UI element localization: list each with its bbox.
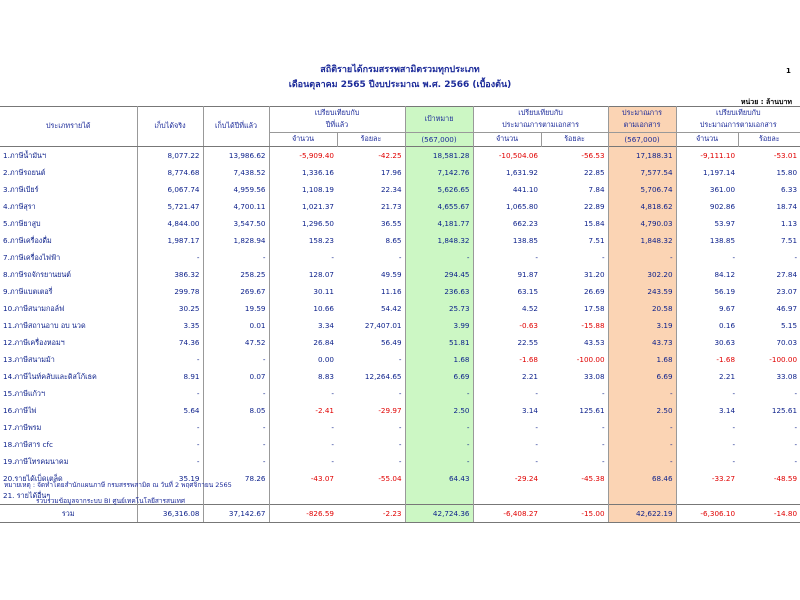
col-last-year: เก็บได้ปีที่แล้ว xyxy=(203,107,269,147)
cell-value xyxy=(269,487,337,505)
cell-value: 0.01 xyxy=(203,317,269,334)
cell-value: 17.58 xyxy=(541,300,608,317)
row-label: 14.ภาษีไนท์คลับและดิสโก้เธค xyxy=(0,368,137,385)
cell-value: - xyxy=(405,385,473,402)
cell-value: - xyxy=(541,249,608,266)
cell-value: -56.53 xyxy=(541,147,608,165)
cell-value: 22.34 xyxy=(337,181,405,198)
cell-value: 299.78 xyxy=(137,283,203,300)
cell-value: 30.63 xyxy=(714,338,736,347)
cell-value: - xyxy=(331,440,334,449)
row-label: 20.รายได้เบ็ดเตล็ด xyxy=(0,470,137,487)
cell-value: - xyxy=(337,249,405,266)
cell-value: 3.14 xyxy=(522,406,539,415)
cell-value: - xyxy=(405,453,473,470)
cell-value: - xyxy=(137,436,203,453)
cell-value: 10.66 xyxy=(313,304,334,313)
cell-value: 12,264.65 xyxy=(337,368,405,385)
table-row xyxy=(0,181,800,198)
cell-value: 18.74 xyxy=(776,202,798,211)
table-row xyxy=(0,436,800,453)
cell-value: 1,848.32 xyxy=(405,232,473,249)
table-row xyxy=(0,453,800,470)
cell-value: 4,790.03 xyxy=(608,215,676,232)
cell-value: 386.32 xyxy=(137,266,203,283)
cell-value: -45.38 xyxy=(541,470,608,487)
cell-value: - xyxy=(337,351,405,368)
cell-value: 33.08 xyxy=(776,372,798,381)
cell-value: 26.84 xyxy=(313,338,334,347)
table-row xyxy=(0,164,800,181)
col-estimate: ประมาณการ xyxy=(608,107,676,120)
cell-value: 20.58 xyxy=(608,300,676,317)
cell-value: 7.51 xyxy=(541,232,608,249)
cell-value: 3.14 xyxy=(719,406,736,415)
cell-value: -48.59 xyxy=(773,474,798,483)
cell-value xyxy=(473,487,541,505)
cell-value: 5,626.65 xyxy=(405,181,473,198)
cell-value: 5,721.47 xyxy=(137,198,203,215)
cell-value: - xyxy=(541,436,608,453)
cell-value: 6.69 xyxy=(405,368,473,385)
cell-value: - xyxy=(535,389,539,398)
cell-value: 302.20 xyxy=(608,266,676,283)
cell-value: 46.97 xyxy=(776,304,798,313)
cell-value: -55.04 xyxy=(337,470,405,487)
cell-value: 6,067.74 xyxy=(137,181,203,198)
cell-value: - xyxy=(608,419,676,436)
cell-value: - xyxy=(608,249,676,266)
cell-value: 4,818.62 xyxy=(608,198,676,215)
col-cmp-estimate-sub: ประมาณการตามเอกสาร xyxy=(473,120,608,133)
cell-value: -2.41 xyxy=(315,406,334,415)
report-subtitle: เดือนตุลาคม 2565 ปีงบประมาณ พ.ศ. 2566 (เบื้องต้น) xyxy=(288,80,512,90)
row-label: 18.ภาษีสาร cfc xyxy=(0,436,137,453)
cell-value: - xyxy=(732,457,736,466)
cell-value: 21.73 xyxy=(337,198,405,215)
table-row xyxy=(0,317,800,334)
cell-value: 3.99 xyxy=(405,317,473,334)
cell-value: 68.46 xyxy=(608,470,676,487)
col-cmp-estimate2: เปรียบเทียบกับ xyxy=(676,107,800,120)
table-row xyxy=(0,215,800,232)
cell-value: 4,655.67 xyxy=(405,198,473,215)
row-label: 5.ภาษียาสูบ xyxy=(0,215,137,232)
table-row xyxy=(0,402,800,419)
cell-value: - xyxy=(541,453,608,470)
cell-value: 138.85 xyxy=(512,236,539,245)
cell-value: 8.83 xyxy=(317,372,334,381)
cell-value xyxy=(541,487,608,505)
cell-value: 4,959.56 xyxy=(203,181,269,198)
cell-value: 1,828.94 xyxy=(203,232,269,249)
cell-value: 6.33 xyxy=(781,185,798,194)
cell-value: - xyxy=(535,253,539,262)
cell-value: 7,142.76 xyxy=(405,164,473,181)
cell-value: 30.11 xyxy=(313,287,334,296)
cell-value: 5.64 xyxy=(137,402,203,419)
cell-value: - xyxy=(541,385,608,402)
row-label: 6.ภาษีเครื่องดื่ม xyxy=(0,232,137,249)
cell-value: -0.63 xyxy=(519,321,539,330)
table-row xyxy=(0,249,800,266)
row-label: 10.ภาษีสนามกอล์ฟ xyxy=(0,300,137,317)
cell-value: 3.34 xyxy=(317,321,334,330)
cell-value: -6,306.10 xyxy=(676,505,738,523)
total-row xyxy=(0,505,800,523)
cell-value: 7.84 xyxy=(541,181,608,198)
cell-value: 1,631.92 xyxy=(506,168,539,177)
cell-value: - xyxy=(203,351,269,368)
row-label: 4.ภาษีสุรา xyxy=(0,198,137,215)
cell-value: 8.65 xyxy=(337,232,405,249)
cell-value: - xyxy=(337,436,405,453)
cell-value: - xyxy=(535,440,539,449)
cell-value: - xyxy=(331,253,334,262)
cell-value: 9.67 xyxy=(719,304,736,313)
table-row xyxy=(0,147,800,165)
cell-value: - xyxy=(137,453,203,470)
cell-value: - xyxy=(608,436,676,453)
col-amount: จำนวน xyxy=(269,133,337,147)
row-label: 7.ภาษีเครื่องไฟฟ้า xyxy=(0,249,137,266)
cell-value: 1.68 xyxy=(405,351,473,368)
row-label: รวม xyxy=(0,505,137,523)
cell-value: - xyxy=(203,249,269,266)
cell-value: 243.59 xyxy=(608,283,676,300)
cell-value: - xyxy=(535,423,539,432)
cell-value: - xyxy=(794,253,798,262)
table-row xyxy=(0,368,800,385)
cell-value xyxy=(608,487,676,505)
cell-value: - xyxy=(732,440,736,449)
cell-value: -43.07 xyxy=(310,474,334,483)
cell-value: - xyxy=(794,440,798,449)
cell-value: 125.61 xyxy=(771,406,798,415)
row-label: 17.ภาษีพรม xyxy=(0,419,137,436)
cell-value xyxy=(676,487,738,505)
table-row xyxy=(0,351,800,368)
cell-value: 35.19 xyxy=(137,470,203,487)
cell-value: 30.25 xyxy=(137,300,203,317)
row-label: 13.ภาษีสนามม้า xyxy=(0,351,137,368)
row-label: 16.ภาษีไพ่ xyxy=(0,402,137,419)
cell-value: -9,111.10 xyxy=(700,151,736,160)
row-label: 9.ภาษีแบตเตอรี่ xyxy=(0,283,137,300)
cell-value: - xyxy=(608,453,676,470)
cell-value: 54.42 xyxy=(337,300,405,317)
cell-value: 1,021.37 xyxy=(301,202,334,211)
col-percent: ร้อยละ xyxy=(758,134,780,143)
cell-value: - xyxy=(337,385,405,402)
cell-value: - xyxy=(203,385,269,402)
cell-value: 902.86 xyxy=(709,202,736,211)
cell-value: -100.00 xyxy=(769,355,798,364)
row-label: 19.ภาษีโทรคมนาคม xyxy=(0,453,137,470)
cell-value: 18,581.28 xyxy=(405,147,473,165)
cell-value: 7,438.52 xyxy=(203,164,269,181)
table-row xyxy=(0,232,800,249)
cell-value: - xyxy=(203,453,269,470)
cell-value: -1.68 xyxy=(519,355,539,364)
unit-label: หน่วย : ล้านบาท xyxy=(740,98,792,106)
cell-value: 43.73 xyxy=(608,334,676,351)
cell-value: - xyxy=(137,419,203,436)
cell-value xyxy=(738,487,800,505)
cell-value: 37,142.67 xyxy=(203,505,269,523)
cell-value: 1,336.16 xyxy=(301,168,334,177)
cell-value: 2.21 xyxy=(719,372,736,381)
cell-value: - xyxy=(137,351,203,368)
cell-value: -42.25 xyxy=(337,147,405,165)
row-label: 12.ภาษีเครื่องหอมฯ xyxy=(0,334,137,351)
cell-value: 64.43 xyxy=(405,470,473,487)
cell-value: 78.26 xyxy=(203,470,269,487)
cell-value: 27.84 xyxy=(776,270,798,279)
cell-value: 0.00 xyxy=(317,355,334,364)
cell-value: 4,700.11 xyxy=(203,198,269,215)
footnote-line1: หมายเหตุ : จัดทำโดยสำนักแผนภาษี กรมสรรพสามิต ณ วันที่ 2 พฤศจิกายน 2565 xyxy=(4,481,232,489)
cell-value: -15.00 xyxy=(541,505,608,523)
cell-value: 26.69 xyxy=(541,283,608,300)
cell-value: 36,316.08 xyxy=(137,505,203,523)
cell-value: 91.87 xyxy=(517,270,539,279)
row-label: 8.ภาษีรถจักรยานยนต์ xyxy=(0,266,137,283)
cell-value: 662.23 xyxy=(512,219,539,228)
cell-value: 56.19 xyxy=(714,287,736,296)
cell-value: 8.05 xyxy=(203,402,269,419)
cell-value: -100.00 xyxy=(541,351,608,368)
cell-value: 22.85 xyxy=(541,164,608,181)
col-amount: จำนวน xyxy=(473,133,541,147)
cell-value: 51.81 xyxy=(405,334,473,351)
report-title: สถิติรายได้กรมสรรพสามิตรวมทุกประเภท xyxy=(320,65,480,75)
cell-value: 84.12 xyxy=(714,270,736,279)
cell-value: -6,408.27 xyxy=(473,505,541,523)
cell-value xyxy=(405,487,473,505)
cell-value: 22.89 xyxy=(541,198,608,215)
cell-value: -33.27 xyxy=(711,474,736,483)
cell-value: 74.36 xyxy=(137,334,203,351)
cell-value: 23.07 xyxy=(776,287,798,296)
cell-value: -5,909.40 xyxy=(299,151,334,160)
cell-value: 56.49 xyxy=(337,334,405,351)
cell-value: - xyxy=(608,385,676,402)
row-label: 21. รายได้อื่นๆ xyxy=(0,487,137,505)
cell-value: 1.68 xyxy=(608,351,676,368)
col-type: ประเภทรายได้ xyxy=(0,107,137,147)
cell-value: -29.24 xyxy=(514,474,539,483)
cell-value: 1,987.17 xyxy=(137,232,203,249)
cell-value: - xyxy=(331,389,334,398)
cell-value: 13,986.62 xyxy=(203,147,269,165)
cell-value xyxy=(337,487,405,505)
cell-value: - xyxy=(794,457,798,466)
cell-value: 138.85 xyxy=(709,236,736,245)
cell-value: -1.68 xyxy=(716,355,736,364)
cell-value: 11.16 xyxy=(337,283,405,300)
cell-value: - xyxy=(203,419,269,436)
cell-value: - xyxy=(535,457,539,466)
cell-value: 441.10 xyxy=(512,185,539,194)
cell-value: 1,197.14 xyxy=(703,168,736,177)
table-row xyxy=(0,385,800,402)
cell-value: 1.13 xyxy=(781,219,798,228)
cell-value: 31.20 xyxy=(541,266,608,283)
row-label: 15.ภาษีแก้วฯ xyxy=(0,385,137,402)
cell-value: 5,706.74 xyxy=(608,181,676,198)
col-cmp-estimate2-sub: ประมาณการตามเอกสาร xyxy=(699,120,777,130)
row-label: 3.ภาษีเบียร์ xyxy=(0,181,137,198)
col-cmp-estimate: เปรียบเทียบกับ xyxy=(473,107,608,120)
cell-value: -53.01 xyxy=(773,151,798,160)
cell-value: 70.03 xyxy=(776,338,798,347)
cell-value: 36.55 xyxy=(337,215,405,232)
cell-value: 8,077.22 xyxy=(137,147,203,165)
cell-value: 17.96 xyxy=(337,164,405,181)
col-percent: ร้อยละ xyxy=(541,133,608,147)
col-actual: เก็บได้จริง xyxy=(137,107,203,147)
cell-value: 42,724.36 xyxy=(405,505,473,523)
cell-value: 158.23 xyxy=(308,236,334,245)
cell-value: 3,547.50 xyxy=(203,215,269,232)
cell-value: 4.52 xyxy=(522,304,539,313)
cell-value: - xyxy=(541,419,608,436)
row-label: 11.ภาษีสถานอาบ อบ นวด xyxy=(0,317,137,334)
cell-value: - xyxy=(203,436,269,453)
cell-value: 22.55 xyxy=(517,338,539,347)
cell-value: 1,065.80 xyxy=(506,202,539,211)
cell-value: -29.97 xyxy=(337,402,405,419)
cell-value: 42,622.19 xyxy=(608,505,676,523)
cell-value: 27,407.01 xyxy=(337,317,405,334)
cell-value: 25.73 xyxy=(405,300,473,317)
row-label: 2.ภาษีรถยนต์ xyxy=(0,164,137,181)
cell-value: 361.00 xyxy=(709,185,736,194)
cell-value: -15.88 xyxy=(541,317,608,334)
cell-value: 43.53 xyxy=(541,334,608,351)
cell-value: - xyxy=(405,419,473,436)
cell-value: 1,108.19 xyxy=(301,185,334,194)
cell-value: 4,181.77 xyxy=(405,215,473,232)
cell-value: 5.15 xyxy=(781,321,798,330)
cell-value: 2.50 xyxy=(405,402,473,419)
col-amount: จำนวน xyxy=(676,133,738,147)
revenue-table xyxy=(0,106,800,523)
cell-value: 15.84 xyxy=(541,215,608,232)
cell-value: - xyxy=(337,419,405,436)
cell-value: 7.51 xyxy=(781,236,798,245)
table-row xyxy=(0,283,800,300)
row-label: 1.ภาษีน้ำมันฯ xyxy=(0,147,137,165)
cell-value: 15.80 xyxy=(776,168,798,177)
col-cmp-last-year-sub: ปีที่แล้ว xyxy=(269,120,405,133)
cell-value: 19.59 xyxy=(203,300,269,317)
col-cmp-last-year: เปรียบเทียบกับ xyxy=(269,107,405,120)
table-row xyxy=(0,198,800,215)
cell-value: 269.67 xyxy=(203,283,269,300)
cell-value: 53.97 xyxy=(714,219,736,228)
cell-value: -826.59 xyxy=(269,505,337,523)
cell-value: 8.91 xyxy=(137,368,203,385)
cell-value: -10,504.06 xyxy=(498,151,539,160)
cell-value: - xyxy=(137,385,203,402)
cell-value: 8,774.68 xyxy=(137,164,203,181)
cell-value: 258.25 xyxy=(203,266,269,283)
table-row xyxy=(0,419,800,436)
cell-value: 1,848.32 xyxy=(608,232,676,249)
col-target-value: (567,000) xyxy=(405,133,473,147)
cell-value: - xyxy=(732,389,736,398)
cell-value: 33.08 xyxy=(541,368,608,385)
cell-value: 128.07 xyxy=(308,270,334,279)
cell-value: 2.50 xyxy=(608,402,676,419)
cell-value: - xyxy=(337,453,405,470)
cell-value: - xyxy=(331,457,334,466)
cell-value: 294.45 xyxy=(405,266,473,283)
cell-value: 0.07 xyxy=(203,368,269,385)
col-target: เป้าหมาย xyxy=(405,107,473,133)
footnote-line2: รวบรวมข้อมูลจากระบบ BI ศูนย์เทคโนโลยีสารสนเทศ xyxy=(36,497,186,505)
cell-value: 49.59 xyxy=(337,266,405,283)
cell-value: -2.23 xyxy=(337,505,405,523)
cell-value: -14.80 xyxy=(738,505,800,523)
cell-value: - xyxy=(732,423,736,432)
cell-value: - xyxy=(794,389,798,398)
cell-value: - xyxy=(405,436,473,453)
col-estimate-value: (567,000) xyxy=(608,133,676,147)
cell-value: 3.19 xyxy=(608,317,676,334)
cell-value: 236.63 xyxy=(405,283,473,300)
cell-value: 7,577.54 xyxy=(608,164,676,181)
cell-value: - xyxy=(405,249,473,266)
cell-value: 17,188.31 xyxy=(608,147,676,165)
cell-value: - xyxy=(794,423,798,432)
table-row xyxy=(0,266,800,283)
cell-value: 63.15 xyxy=(517,287,539,296)
table-row xyxy=(0,334,800,351)
cell-value: 0.16 xyxy=(719,321,736,330)
col-estimate-sub: ตามเอกสาร xyxy=(608,120,676,133)
cell-value: 4,844.00 xyxy=(137,215,203,232)
cell-value: - xyxy=(137,249,203,266)
cell-value: 2.21 xyxy=(522,372,539,381)
page-number: 1 xyxy=(786,67,791,75)
cell-value: 125.61 xyxy=(541,402,608,419)
col-percent: ร้อยละ xyxy=(337,133,405,147)
table-row xyxy=(0,300,800,317)
cell-value: 47.52 xyxy=(203,334,269,351)
cell-value: 6.69 xyxy=(608,368,676,385)
cell-value: - xyxy=(732,253,736,262)
cell-value: 1,296.50 xyxy=(301,219,334,228)
cell-value: 3.35 xyxy=(137,317,203,334)
cell-value: - xyxy=(331,423,334,432)
